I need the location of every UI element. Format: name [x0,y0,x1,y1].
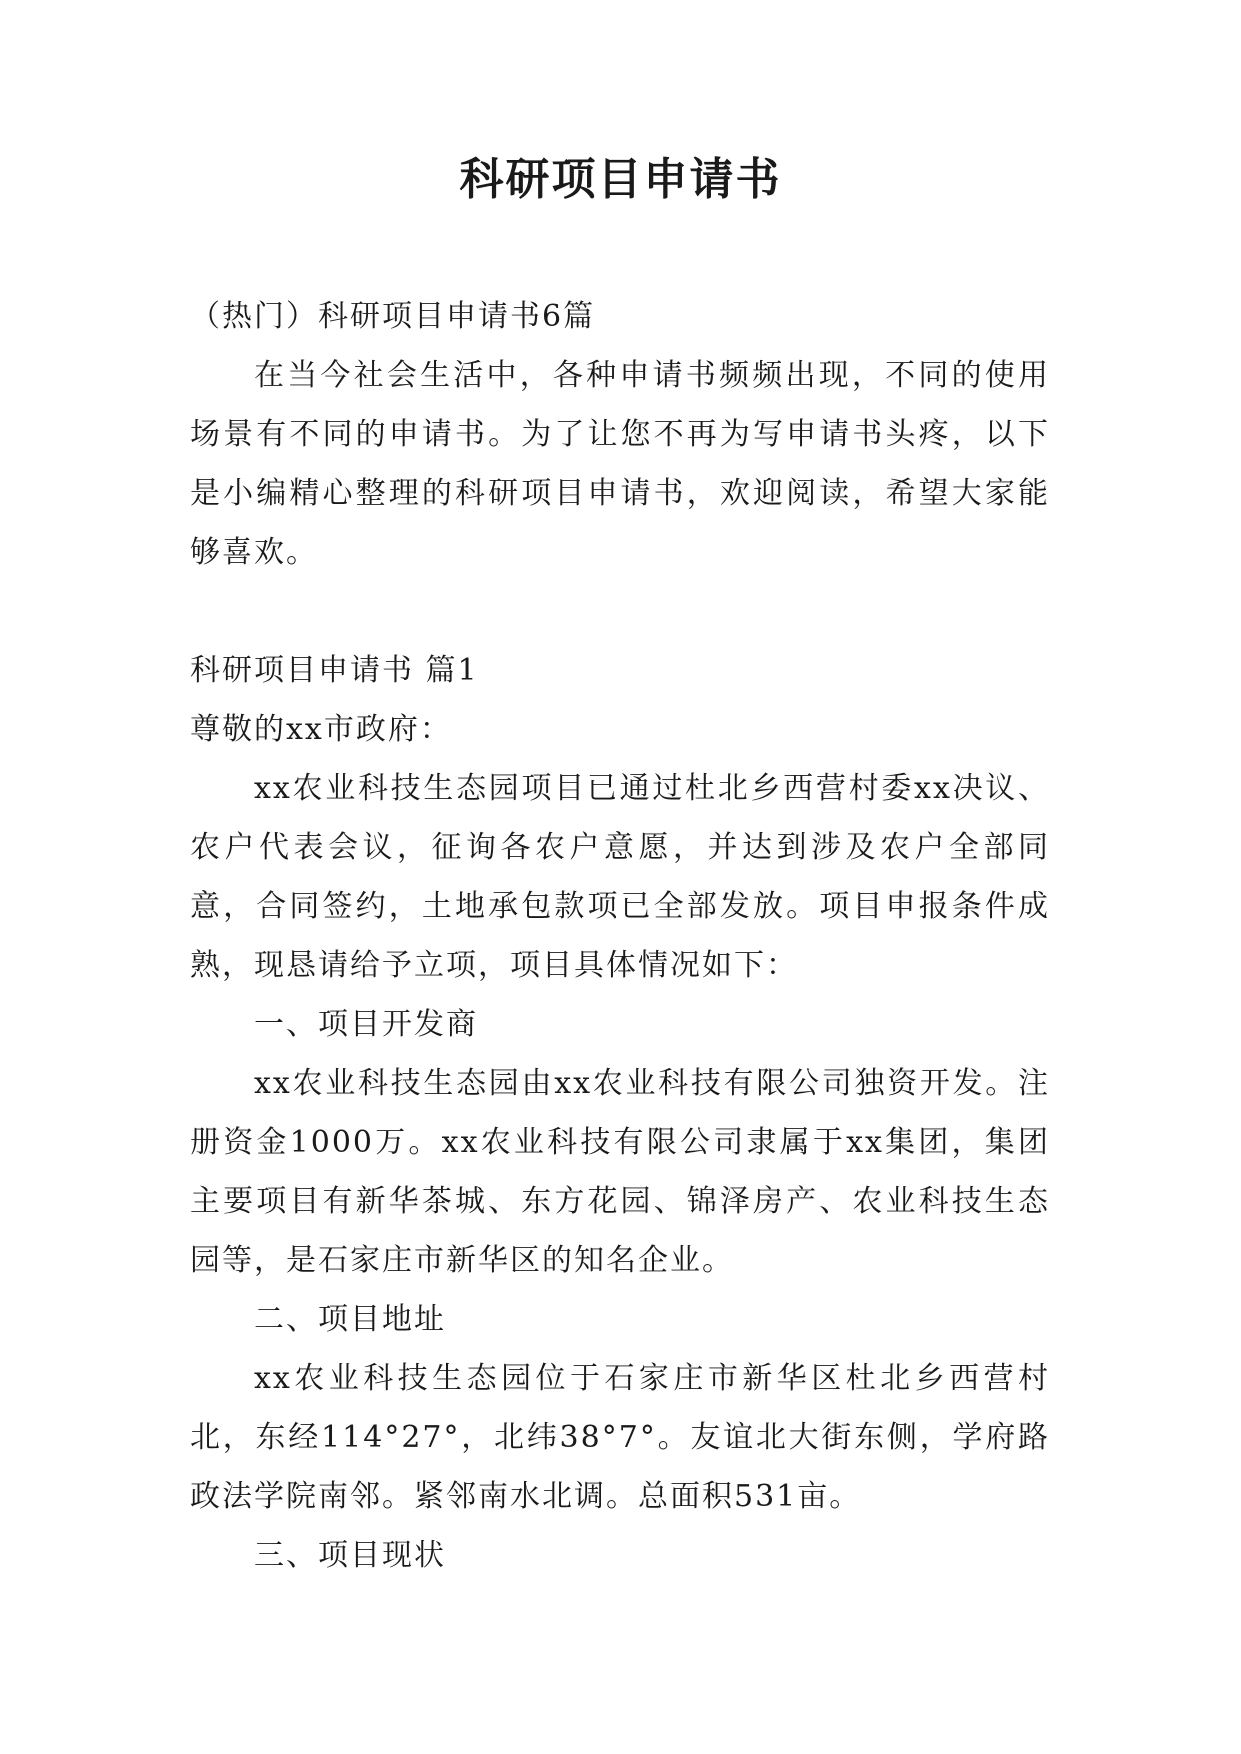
document-subtitle: （热门）科研项目申请书6篇 [190,299,596,334]
intro-paragraph: 在当今社会生活中，各种申请书频频出现，不同的使用场景有不同的申请书。为了让您不再为写申请书头疼，以下是小编精心整理的科研项目申请书，欢迎阅读，希望大家能够喜欢。 [190,358,1050,570]
heading-project-developer: 一、项目开发商 [254,1007,478,1042]
body-paragraph: xx农业科技生态园由xx农业科技有限公司独资开发。注册资金1000万。xx农业科技有限公司隶属于xx集团，集团主要项目有新华茶城、东方花园、锦泽房产、农业科技生态园等，是石家庄市新华区的知名企业。 [190,1066,1050,1278]
body-paragraph: xx农业科技生态园项目已通过杜北乡西营村委xx决议、农户代表会议，征询各农户意愿，并达到涉及农户全部同意，合同签约，土地承包款项已全部发放。项目申报条件成熟，现恳请给予立项，项目具体情况如下： [190,771,1050,983]
document-body [190,287,1050,1585]
document-title: 科研项目申请书 [459,154,782,205]
heading-project-address: 二、项目地址 [254,1302,446,1337]
section-heading: 科研项目申请书 篇1 [190,653,479,688]
salutation: 尊敬的xx市政府： [190,712,452,747]
heading-project-status: 三、项目现状 [254,1538,446,1573]
body-paragraph: xx农业科技生态园位于石家庄市新华区杜北乡西营村北，东经114°27°，北纬38°7°。友谊北大街东侧，学府路政法学院南邻。紧邻南水北调。总面积531亩。 [190,1361,1050,1514]
